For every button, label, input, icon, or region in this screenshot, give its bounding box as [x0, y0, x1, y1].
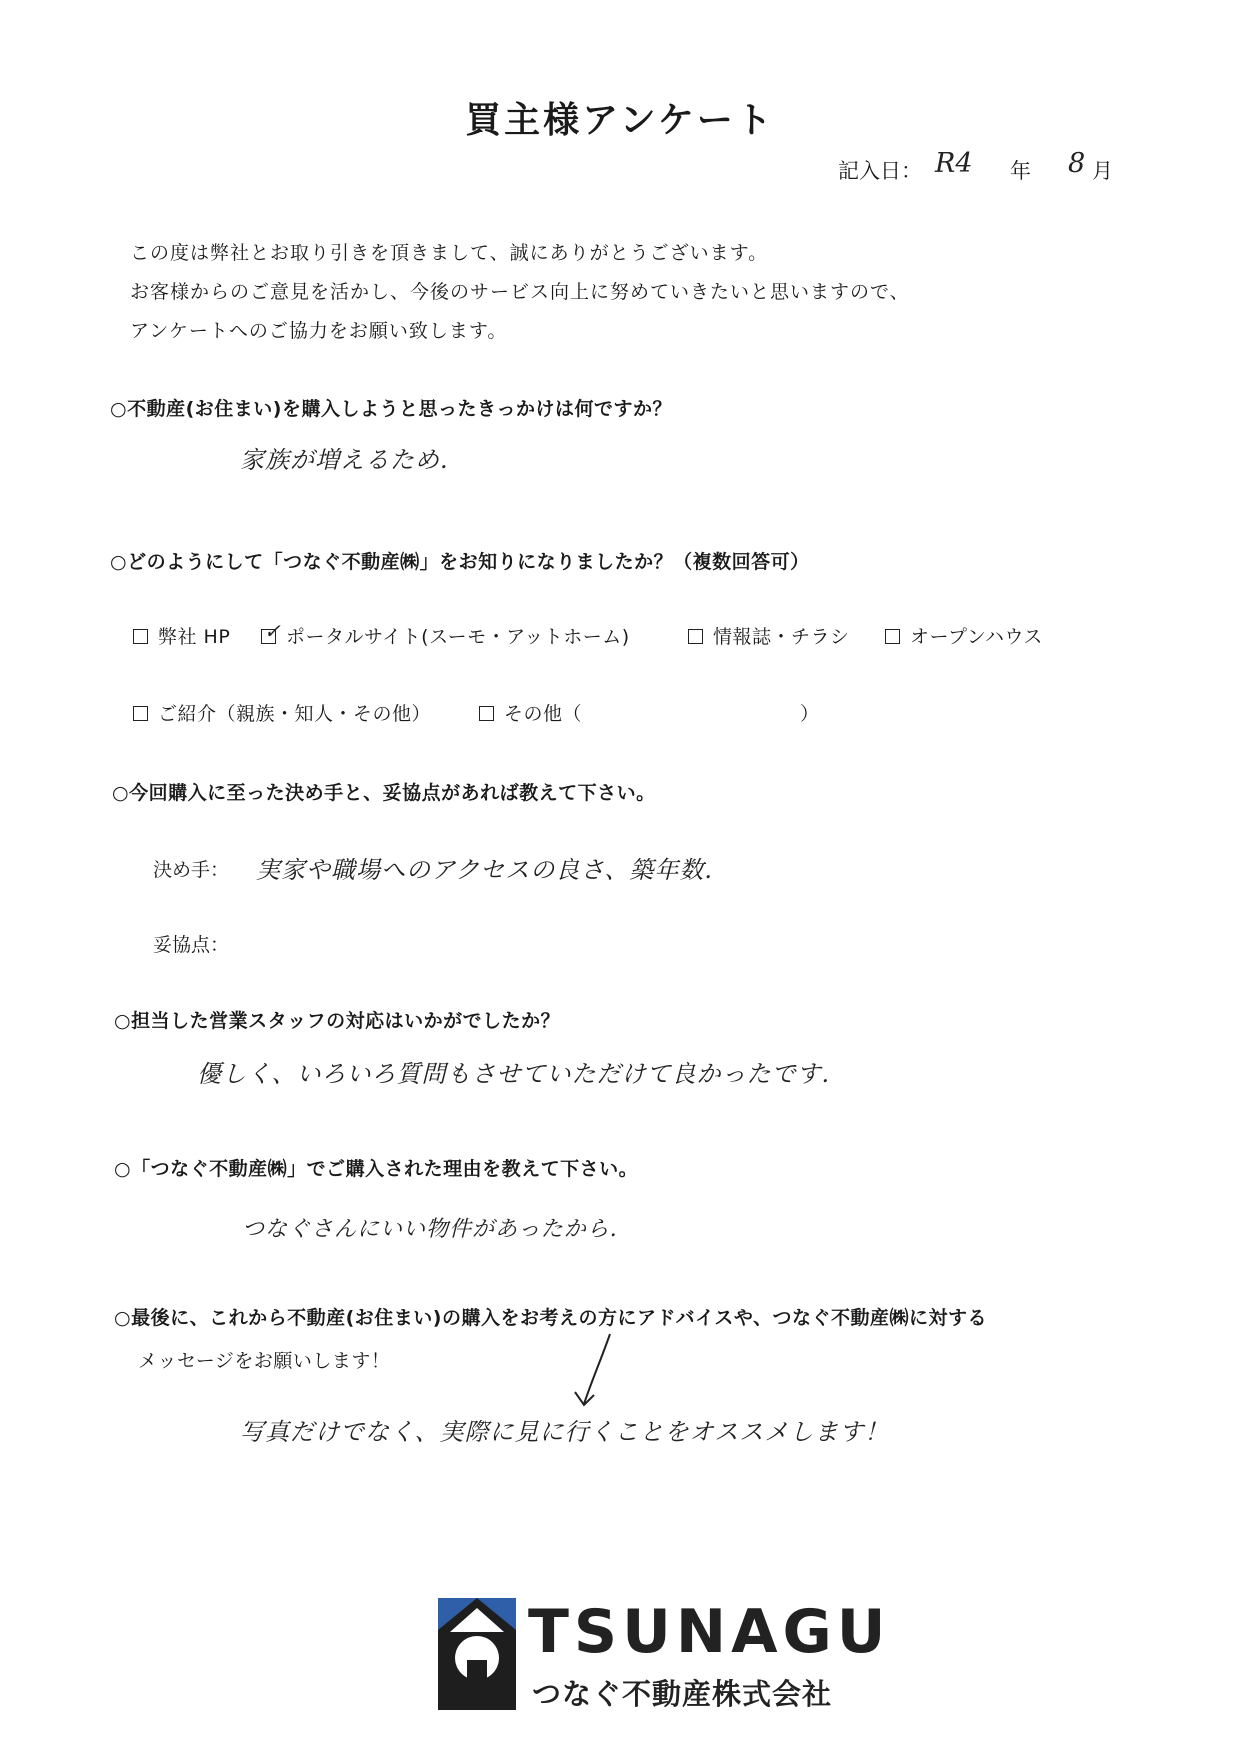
checkbox-checked[interactable]: [261, 619, 282, 644]
checkbox[interactable]: [479, 706, 494, 721]
option-other-close: ）: [800, 703, 820, 725]
date-month-unit: 月: [1092, 159, 1113, 183]
option-company-hp[interactable]: [133, 622, 230, 649]
answer-4: 優しく、いろいろ質問もさせていただけて良かったです.: [197, 1060, 831, 1088]
answer-6: 写真だけでなく、実際に見に行くことをオススメします！: [240, 1418, 890, 1446]
intro-line: アンケートへのご協力をお願い致します。: [130, 320, 508, 342]
checkbox[interactable]: [133, 629, 148, 644]
option-open-house[interactable]: [885, 622, 1043, 649]
intro-line: この度は弊社とお取り引きを頂きまして、誠にありがとうございます。: [130, 242, 769, 264]
compromise-label: 妥協点：: [153, 934, 230, 956]
option-label: ご紹介（親族・知人・その他）: [158, 703, 432, 725]
logo-wordmark: TSUNAGU: [528, 1597, 891, 1667]
answer-1: 家族が増えるため.: [240, 446, 449, 474]
option-label: ポータルサイト(スーモ・アットホーム): [286, 626, 630, 648]
question-5: ○「つなぐ不動産㈱」でご購入された理由を教えて下さい。: [114, 1158, 639, 1180]
intro-line: お客様からのご意見を活かし、今後のサービス向上に努めていきたいと思いますので、: [130, 281, 910, 303]
date-label: 記入日：: [838, 159, 922, 183]
question-4: ○担当した営業スタッフの対応はいかがでしたか？: [114, 1010, 561, 1032]
page-title: 買主様アンケート: [465, 100, 775, 141]
intro-text: [130, 234, 910, 351]
question-1: ○不動産(お住まい)を購入しようと思ったきっかけは何ですか？: [110, 398, 672, 420]
logo-company-name: つなぐ不動産株式会社: [532, 1677, 833, 1711]
option-label: その他（: [504, 703, 583, 725]
question-6: ○最後に、これから不動産(お住まい)の購入をお考えの方にアドバイスや、つなぐ不動産㈱に対する: [114, 1307, 987, 1329]
option-label: 情報誌・チラシ: [713, 626, 850, 648]
question-6-line-2: メッセージをお願いします！: [138, 1350, 391, 1372]
date-month: 8: [1068, 148, 1086, 179]
option-magazine-flyer[interactable]: [688, 622, 850, 649]
arrow-icon: [572, 1332, 614, 1412]
checkbox[interactable]: [885, 629, 900, 644]
date-era-year: R4: [935, 148, 973, 179]
checkbox[interactable]: [133, 706, 148, 721]
tsunagu-logo-mark: [438, 1598, 516, 1710]
option-portal-site[interactable]: [261, 619, 630, 649]
date-year-unit: 年: [1010, 159, 1031, 183]
decider-label: 決め手：: [153, 859, 230, 881]
decider-answer: 実家や職場へのアクセスの良さ、築年数.: [256, 856, 713, 884]
question-3: ○今回購入に至った決め手と、妥協点があれば教えて下さい。: [112, 782, 656, 804]
option-other[interactable]: [479, 699, 582, 726]
checkbox[interactable]: [688, 629, 703, 644]
question-2: ○どのようにして「つなぐ不動産㈱」をお知りになりましたか？（複数回答可）: [110, 551, 810, 573]
answer-5: つなぐさんにいい物件があったから.: [242, 1217, 618, 1242]
option-referral[interactable]: [133, 699, 431, 726]
option-label: 弊社 HP: [158, 626, 231, 648]
check-mark-icon: ✓: [264, 619, 282, 643]
option-label: オープンハウス: [910, 626, 1043, 648]
